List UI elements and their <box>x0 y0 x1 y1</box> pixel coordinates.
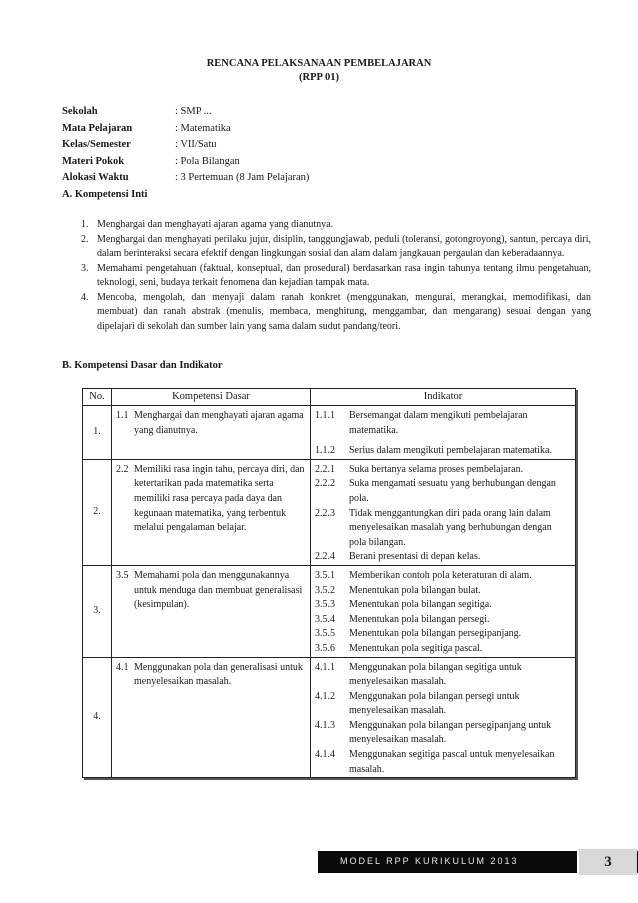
indicator-text: Menggunakan pola bilangan persegi untuk menyelesaikan masalah. <box>349 690 520 717</box>
footer-label: MODEL RPP KURIKULUM 2013 <box>340 856 519 866</box>
kd-cell <box>112 459 311 565</box>
indicator-code: 4.1.3 <box>315 719 335 731</box>
kd-code: 3.5 <box>116 569 129 581</box>
indicator-code: 3.5.1 <box>315 569 335 581</box>
identity-value: : SMP ... <box>175 106 212 117</box>
indicator-item <box>315 507 571 551</box>
table-row <box>83 459 576 565</box>
indicator-item <box>315 584 571 599</box>
identity-value: : Pola Bilangan <box>175 155 240 167</box>
kd-text: Memiliki rasa ingin tahu, percaya diri, dan ketertarikan pada matematika serta memiliki rasa percaya pada daya dan kegunaan matematika, yang terbentuk melalui pengalaman belajar. <box>134 463 305 534</box>
identity-key: Mata Pelajaran <box>62 122 133 134</box>
list-item <box>81 291 591 335</box>
identity-value: : Matematika <box>175 122 231 134</box>
indicator-cell <box>311 657 576 778</box>
list-item <box>81 218 591 233</box>
indicator-text: Suka mengamati sesuatu yang berhubungan dengan pola. <box>349 478 556 504</box>
kd-code: 4.1 <box>116 661 129 673</box>
indicator-text: Menentukan pola bilangan segitiga. <box>349 599 492 611</box>
identity-row <box>62 121 309 138</box>
indicator-code: 3.5.2 <box>315 584 335 596</box>
kompetensi-inti-list <box>81 218 591 334</box>
identity-row <box>62 154 309 171</box>
identity-value: : VII/Satu <box>175 139 217 150</box>
document-title: RENCANA PELAKSANAAN PEMBELAJARAN <box>206 58 432 69</box>
list-item <box>81 233 591 262</box>
indicator-item <box>315 719 571 748</box>
indicator-item <box>315 550 571 565</box>
table-header-row <box>83 389 576 406</box>
kd-code: 1.1 <box>116 410 129 421</box>
indicator-item <box>315 569 571 584</box>
identity-row <box>62 104 309 121</box>
indicator-text: Menentukan pola bilangan persegipanjang. <box>349 628 522 640</box>
indicator-item <box>315 444 571 459</box>
identity-block <box>62 104 309 187</box>
kd-text: Memahami pola dan menggunakannya untuk menduga dan membuat generalisasi (kesimpulan). <box>134 569 303 611</box>
document-subtitle: (RPP 01) <box>299 72 339 83</box>
section-b-heading: B. Kompetensi Dasar dan Indikator <box>62 360 223 371</box>
indicator-code: 1.1.1 <box>315 410 335 421</box>
indicator-text: Menggunakan pola bilangan persegipanjang untuk menyelesaikan masalah. <box>349 719 552 746</box>
list-number: 1. <box>81 219 89 230</box>
list-text: Mencoba, mengolah, dan menyaji dalam ranah konkret (menggunakan, mengurai, merangkai, memodifikasi, dan membuat) dan ranah abstrak (menulis, membaca, menghitung, menggambar, dan mengarang) sesuai dengan yang dipelajari di sekolah dan sumber lain yang sama dalam sudut pandang/teori. <box>97 291 591 332</box>
indicator-text: Menentukan pola bilangan persegi. <box>349 613 490 625</box>
identity-key: Kelas/Semester <box>62 139 131 150</box>
header-kd: Kompetensi Dasar <box>112 389 311 406</box>
indicator-text: Berani presentasi di depan kelas. <box>349 551 481 563</box>
identity-value: : 3 Pertemuan (8 Jam Pelajaran) <box>175 172 310 183</box>
indicator-code: 4.1.2 <box>315 690 335 702</box>
indicator-text: Memberikan contoh pola keteraturan di alam. <box>349 569 532 581</box>
indicator-cell <box>311 459 576 565</box>
indicator-code: 2.2.4 <box>315 551 335 563</box>
list-number: 3. <box>81 262 89 274</box>
row-number: 3. <box>83 565 112 657</box>
indicator-text: Menggunakan segitiga pascal untuk menyelesaikan masalah. <box>349 749 555 775</box>
indicator-item <box>315 627 571 642</box>
header-no: No. <box>83 389 112 406</box>
row-number: 1. <box>83 406 112 460</box>
indicator-text: Menentukan pola bilangan bulat. <box>349 584 481 596</box>
kd-text: Menggunakan pola dan generalisasi untuk menyelesaikan masalah. <box>134 661 303 688</box>
indicator-code: 3.5.4 <box>315 613 335 625</box>
indicator-text: Suka bertanya selama proses pembelajaran. <box>349 463 524 475</box>
table-row <box>83 565 576 657</box>
indicator-text: Menentukan pola segitiga pascal. <box>349 642 483 654</box>
identity-key: Alokasi Waktu <box>62 172 129 183</box>
row-number: 2. <box>83 459 112 565</box>
indicator-item <box>315 748 571 777</box>
page-number: 3 <box>577 849 637 875</box>
indicator-code: 2.2.2 <box>315 478 335 490</box>
indicator-item <box>315 477 571 506</box>
indicator-code: 3.5.3 <box>315 599 335 611</box>
kd-code: 2.2 <box>116 463 129 475</box>
row-number: 4. <box>83 657 112 778</box>
list-number: 4. <box>81 291 89 303</box>
table-row <box>83 657 576 778</box>
indicator-code: 2.2.3 <box>315 507 335 519</box>
indicator-cell <box>311 406 576 460</box>
identity-row <box>62 170 309 187</box>
indicator-code: 4.1.4 <box>315 749 335 761</box>
kd-cell <box>112 565 311 657</box>
kd-cell <box>112 406 311 460</box>
list-number: 2. <box>81 233 89 245</box>
indicator-text: Menggunakan pola bilangan segitiga untuk menyelesaikan masalah. <box>349 661 522 688</box>
indicator-item <box>315 690 571 719</box>
indicator-cell <box>311 565 576 657</box>
indicator-code: 2.2.1 <box>315 463 335 475</box>
table-row <box>83 406 576 460</box>
indicator-item <box>315 463 571 478</box>
identity-row <box>62 137 309 154</box>
identity-key: Materi Pokok <box>62 155 125 167</box>
indicator-text: Tidak menggantungkan diri pada orang lain dalam menyelesaikan masalah yang berhubungan dengan pola bilangan. <box>349 507 552 548</box>
indicator-text: Serius dalam mengikuti pembelajaran matematika. <box>349 445 552 457</box>
indicator-code: 1.1.2 <box>315 445 335 457</box>
indicator-code: 4.1.1 <box>315 661 335 673</box>
indicator-item <box>315 661 571 690</box>
list-item <box>81 262 591 291</box>
header-indikator: Indikator <box>311 389 576 406</box>
indicator-item <box>315 613 571 628</box>
indicator-item <box>315 642 571 657</box>
indicator-item <box>315 598 571 613</box>
kd-cell <box>112 657 311 778</box>
section-a-heading: A. Kompetensi Inti <box>62 189 148 200</box>
indicator-code: 3.5.6 <box>315 642 335 654</box>
identity-key: Sekolah <box>62 106 98 117</box>
indicator-text: Bersemangat dalam mengikuti pembelajaran matematika. <box>349 410 528 436</box>
list-text: Menghargai dan menghayati ajaran agama yang dianutnya. <box>97 219 334 230</box>
indicator-item <box>315 409 571 438</box>
indicator-code: 3.5.5 <box>315 628 335 640</box>
list-text: Menghargai dan menghayati perilaku jujur, disiplin, tanggungjawab, peduli (toleransi, gotongroyong), santun, percaya diri, dalam berinteraksi secara efektif dengan lingkungan sosial dan alam dalam jangkauan pergaulan dan keberadaannya. <box>97 233 591 259</box>
list-text: Memahami pengetahuan (faktual, konseptual, dan prosedural) berdasarkan rasa ingin tahunya tentang ilmu pengetahuan, teknologi, seni, budaya terkait fenomena dan kejadian tampak mata. <box>97 262 591 288</box>
competency-table <box>82 388 576 778</box>
kd-text: Menghargai dan menghayati ajaran agama yang dianutnya. <box>134 410 304 436</box>
